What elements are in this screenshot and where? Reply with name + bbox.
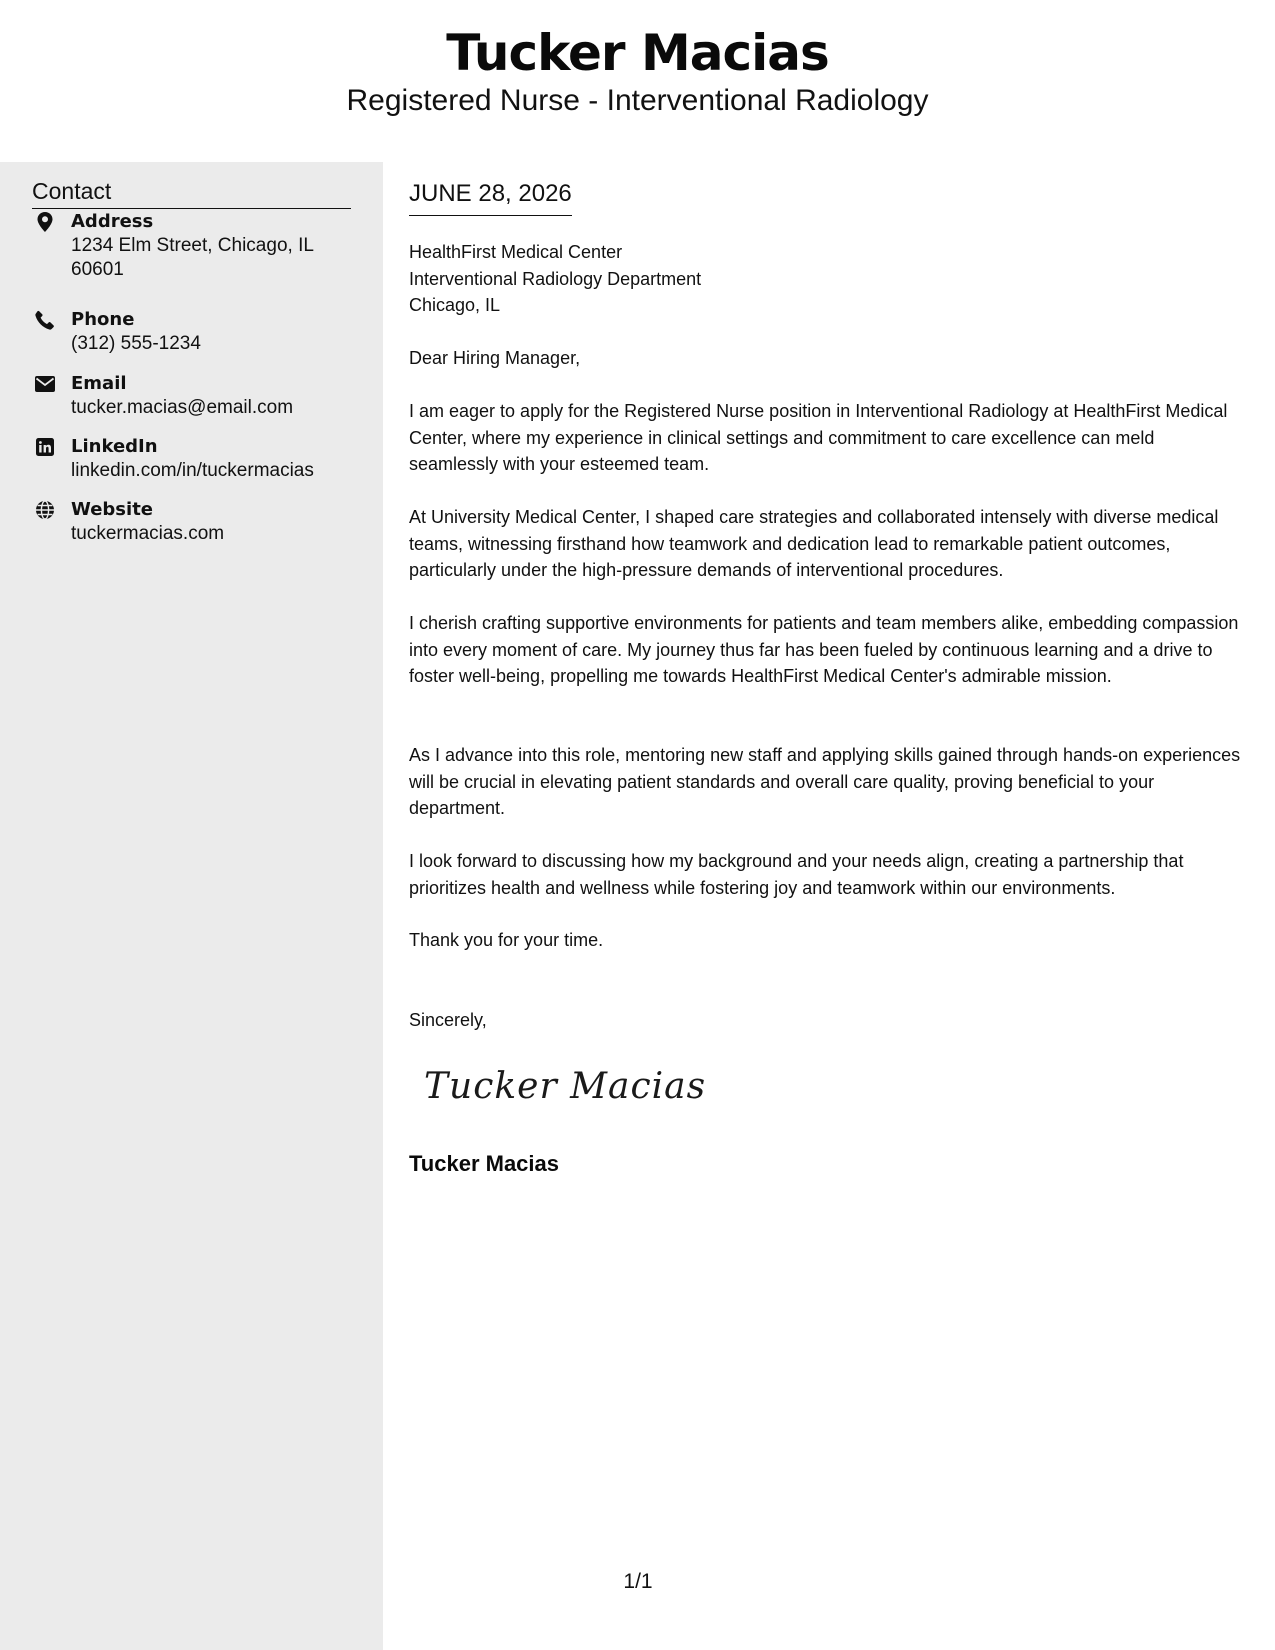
contact-label: Phone [71,309,135,330]
signed-name: Tucker Macias [409,1151,560,1176]
letter-paragraph: I cherish crafting supportive environments for patients and team members alike, embedding compassion into every moment of care. My journey thus far has been fueled by continuous learning and a drive to foster well-being, propelling me towards HealthFirst Medical Center's admirable mission. [409,613,1239,686]
applicant-name: Tucker Macias [446,24,829,82]
letter-paragraph: I am eager to apply for the Registered Nurse position in Interventional Radiology at HealthFirst Medical Center, where my experience in clinical settings and commitment to care excellence can meld seamlessly with your esteemed team. [409,401,1228,474]
contact-value: tucker.macias@email.com [71,397,294,418]
contact-heading: Contact [32,176,351,209]
contact-value: (312) 555-1234 [71,333,201,354]
letter-date: JUNE 28, 2026 [409,178,572,216]
letter-paragraph: At University Medical Center, I shaped care strategies and collaborated intensely with diverse medical teams, witnessing firsthand how teamwork and dedication lead to remarkable patient outcomes, particularly under the high-pressure demands of interventional procedures. [409,507,1219,580]
contact-label: Email [71,373,127,394]
page-number: 1/1 [623,1570,653,1593]
salutation: Dear Hiring Manager, [409,348,581,368]
contact-value: tuckermacias.com [71,523,225,544]
contact-label: Address [71,211,154,232]
thanks-line: Thank you for your time. [409,930,604,950]
recipient-block [409,239,701,319]
recipient-line: HealthFirst Medical Center [409,242,623,262]
handwritten-signature [420,1060,707,1121]
phone-icon [32,309,58,331]
recipient-line: Chicago, IL [409,295,501,315]
contact-label: LinkedIn [71,436,158,457]
linkedin-icon [32,436,58,458]
signature-text: Tucker Macias [424,1066,707,1107]
contact-value: 1234 Elm Street, Chicago, IL 60601 [71,235,314,280]
contact-label: Website [71,499,154,520]
map-pin-icon [32,211,58,233]
letter-header [0,0,1275,162]
recipient-line: Interventional Radiology Department [409,268,702,289]
closing-line: Sincerely, [409,1010,487,1030]
contact-value: linkedin.com/in/tuckermacias [71,460,314,481]
letter-paragraph: As I advance into this role, mentoring new staff and applying skills gained through hands-on experiences will be crucial in elevating patient standards and overall care quality, proving beneficial to your department. [409,745,1241,818]
envelope-icon [32,373,58,395]
globe-icon [32,499,58,521]
applicant-role: Registered Nurse - Interventional Radiology [346,84,929,117]
letter-paragraph: I look forward to discussing how my background and your needs align, creating a partnership that prioritizes health and wellness while fostering joy and teamwork within our environments. [409,851,1184,898]
